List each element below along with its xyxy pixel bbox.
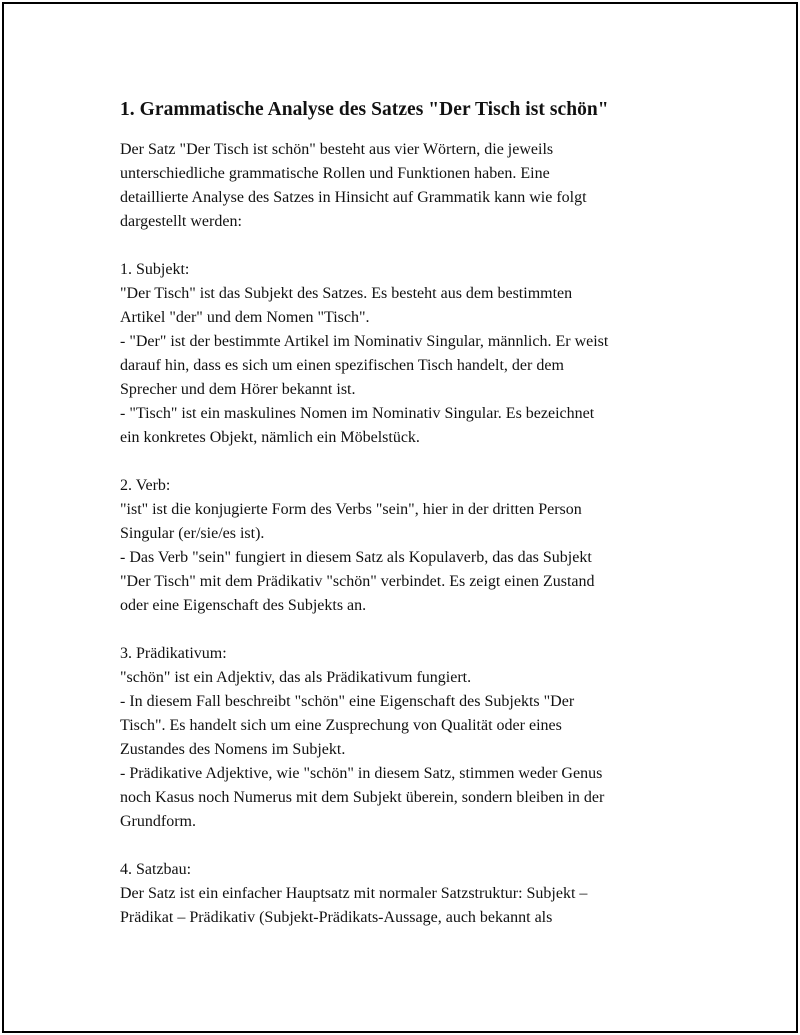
text-line: Prädikat – Prädikativ (Subjekt-Prädikats-Aussage, auch bekannt als [120, 909, 553, 926]
text-line: oder eine Eigenschaft des Subjekts an. [120, 597, 367, 614]
text-line: Artikel "der" und dem Nomen "Tisch". [120, 309, 370, 326]
text-line: "schön" ist ein Adjektiv, das als Prädikativum fungiert. [120, 669, 472, 686]
text-line: noch Kasus noch Numerus mit dem Subjekt überein, sondern bleiben in der [120, 789, 605, 806]
text-line: Grundform. [120, 813, 196, 830]
section-verb [120, 474, 690, 618]
section-satzbau [120, 858, 690, 930]
text-line: Der Satz "Der Tisch ist schön" besteht aus vier Wörtern, die jeweils [120, 141, 554, 158]
section-praedikativum [120, 642, 690, 834]
text-line: - Prädikative Adjektive, wie "schön" in diesem Satz, stimmen weder Genus [120, 765, 603, 782]
text-line: Singular (er/sie/es ist). [120, 525, 265, 542]
text-line: dargestellt werden: [120, 213, 242, 230]
text-line: "Der Tisch" ist das Subjekt des Satzes. Es besteht aus dem bestimmten [120, 285, 573, 302]
document-title: 1. Grammatische Analyse des Satzes "Der Tisch ist schön" [120, 99, 609, 120]
text-line: - "Tisch" ist ein maskulines Nomen im Nominativ Singular. Es bezeichnet [120, 405, 595, 422]
document-body [120, 98, 690, 930]
text-line: Der Satz ist ein einfacher Hauptsatz mit normaler Satzstruktur: Subjekt – [120, 885, 588, 902]
text-line: - Das Verb "sein" fungiert in diesem Satz als Kopulaverb, das das Subjekt [120, 549, 592, 566]
section-subjekt [120, 258, 690, 450]
page-frame [2, 2, 798, 1033]
text-line: "ist" ist die konjugierte Form des Verbs "sein", hier in der dritten Person [120, 501, 582, 518]
text-line: darauf hin, dass es sich um einen spezifischen Tisch handelt, der dem [120, 357, 564, 374]
section-heading: 3. Prädikativum: [120, 645, 227, 662]
text-line: - "Der" ist der bestimmte Artikel im Nominativ Singular, männlich. Er weist [120, 333, 609, 350]
section-heading: 1. Subjekt: [120, 261, 190, 278]
text-line: detaillierte Analyse des Satzes in Hinsicht auf Grammatik kann wie folgt [120, 189, 587, 206]
intro-paragraph [120, 138, 690, 234]
text-line: unterschiedliche grammatische Rollen und Funktionen haben. Eine [120, 165, 550, 182]
section-heading: 2. Verb: [120, 477, 171, 494]
text-line: Sprecher und dem Hörer bekannt ist. [120, 381, 356, 398]
text-line: Zustandes des Nomens im Subjekt. [120, 741, 346, 758]
text-line: - In diesem Fall beschreibt "schön" eine Eigenschaft des Subjekts "Der [120, 693, 575, 710]
text-line: "Der Tisch" mit dem Prädikativ "schön" verbindet. Es zeigt einen Zustand [120, 573, 595, 590]
section-heading: 4. Satzbau: [120, 861, 192, 878]
text-line: Tisch". Es handelt sich um eine Zusprechung von Qualität oder eines [120, 717, 562, 734]
text-line: ein konkretes Objekt, nämlich ein Möbelstück. [120, 429, 420, 446]
